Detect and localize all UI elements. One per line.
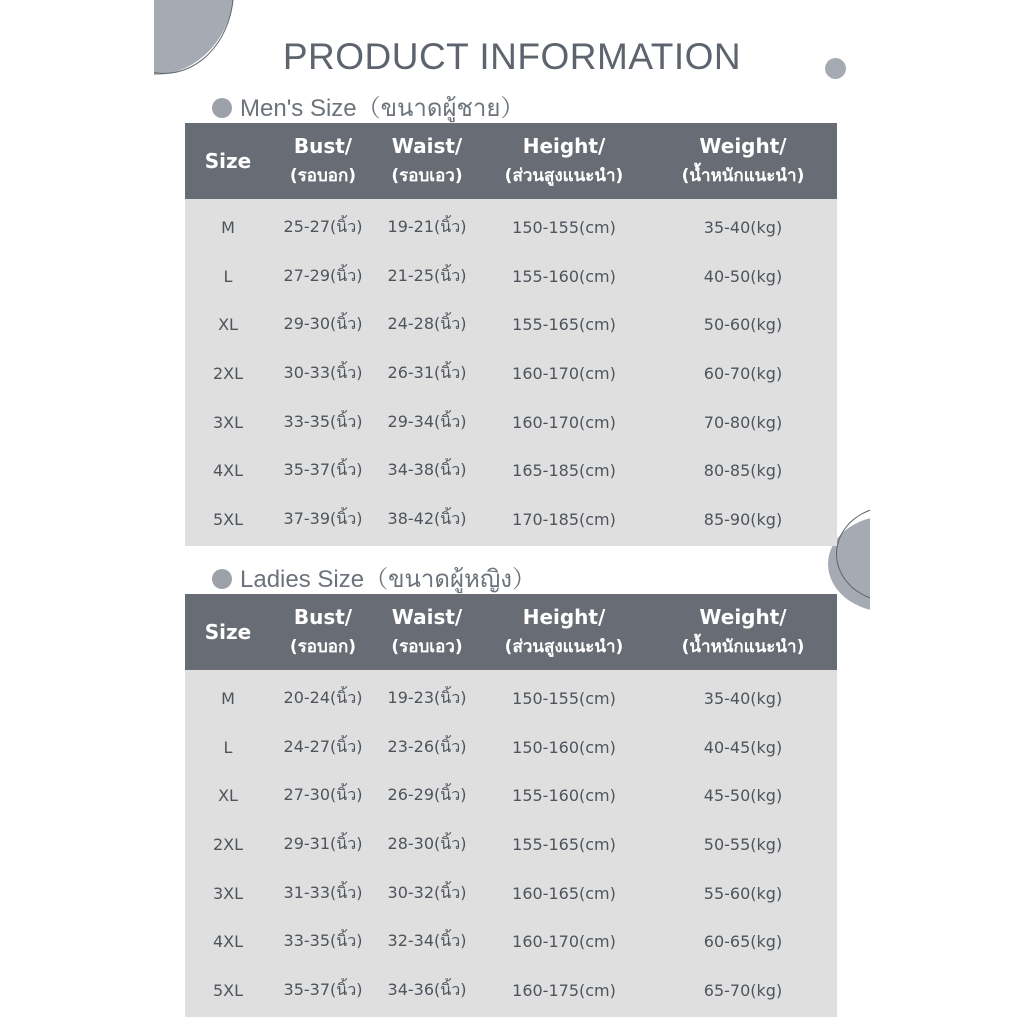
table-row bbox=[185, 723, 837, 772]
cell-weight: 35-40(kg) bbox=[703, 217, 783, 237]
cell-weight: 50-55(kg) bbox=[703, 834, 783, 854]
table-header bbox=[185, 594, 837, 670]
cell-waist: 21-25(นิ้ว) bbox=[387, 265, 467, 285]
table-row bbox=[185, 495, 837, 544]
cell-bust: 37-39(นิ้ว) bbox=[283, 508, 363, 528]
cell-bust: 27-30(นิ้ว) bbox=[283, 785, 363, 805]
table-row bbox=[185, 771, 837, 820]
table-row bbox=[185, 446, 837, 495]
cell-size: L bbox=[223, 737, 233, 757]
cell-weight: 60-70(kg) bbox=[703, 363, 783, 383]
header-bust-th: (รอบอก) bbox=[289, 166, 357, 186]
table-row bbox=[185, 966, 837, 1015]
header-waist: Waist/ bbox=[391, 605, 463, 629]
table-row bbox=[185, 252, 837, 301]
cell-size: XL bbox=[218, 786, 238, 806]
cell-waist: 26-31(นิ้ว) bbox=[387, 362, 467, 382]
cell-height: 150-155(cm) bbox=[512, 688, 616, 708]
cell-height: 150-160(cm) bbox=[512, 737, 616, 757]
header-height: Height/ bbox=[522, 605, 606, 629]
cell-weight: 35-40(kg) bbox=[703, 688, 783, 708]
cell-bust: 29-30(นิ้ว) bbox=[283, 314, 363, 334]
table-row bbox=[185, 300, 837, 349]
cell-size: M bbox=[221, 688, 235, 708]
cell-height: 160-175(cm) bbox=[512, 980, 616, 1000]
cell-height: 170-185(cm) bbox=[512, 509, 616, 529]
cell-height: 160-170(cm) bbox=[512, 932, 616, 952]
ladies-size-heading bbox=[212, 559, 536, 598]
cell-weight: 40-45(kg) bbox=[703, 737, 783, 757]
cell-bust: 25-27(นิ้ว) bbox=[283, 216, 363, 236]
cell-waist: 29-34(นิ้ว) bbox=[387, 411, 467, 431]
header-bust-th: (รอบอก) bbox=[289, 637, 357, 657]
header-bust: Bust/ bbox=[293, 605, 353, 629]
header-height: Height/ bbox=[522, 134, 606, 158]
table-row bbox=[185, 203, 837, 252]
table-row bbox=[185, 820, 837, 869]
cell-size: 2XL bbox=[212, 834, 244, 854]
cell-bust: 30-33(นิ้ว) bbox=[283, 362, 363, 382]
men-size-label: Men's Size（ขนาดผู้ชาย） bbox=[240, 95, 525, 122]
cell-height: 150-155(cm) bbox=[512, 217, 616, 237]
cell-weight: 60-65(kg) bbox=[703, 932, 783, 952]
header-weight-th: (น้ำหนักแนะนำ) bbox=[681, 166, 805, 186]
men-size-heading bbox=[212, 88, 524, 127]
cell-weight: 65-70(kg) bbox=[703, 980, 783, 1000]
cell-waist: 19-21(นิ้ว) bbox=[387, 216, 467, 236]
bullet-dot-icon bbox=[212, 569, 232, 589]
cell-waist: 28-30(นิ้ว) bbox=[387, 833, 467, 853]
cell-bust: 33-35(นิ้ว) bbox=[283, 411, 363, 431]
cell-height: 155-165(cm) bbox=[512, 315, 616, 335]
cell-waist: 34-36(นิ้ว) bbox=[387, 979, 467, 999]
cell-weight: 50-60(kg) bbox=[703, 315, 783, 335]
header-height-th: (ส่วนสูงแนะนำ) bbox=[504, 166, 624, 186]
cell-height: 155-160(cm) bbox=[512, 266, 616, 286]
cell-size: 3XL bbox=[212, 883, 244, 903]
cell-bust: 35-37(นิ้ว) bbox=[283, 979, 363, 999]
cell-size: L bbox=[223, 266, 233, 286]
cell-waist: 24-28(นิ้ว) bbox=[387, 314, 467, 334]
cell-waist: 30-32(นิ้ว) bbox=[387, 882, 467, 902]
cell-size: 4XL bbox=[212, 461, 244, 481]
cell-waist: 32-34(นิ้ว) bbox=[387, 931, 467, 951]
header-weight: Weight/ bbox=[699, 605, 787, 629]
table-row bbox=[185, 398, 837, 447]
cell-bust: 29-31(นิ้ว) bbox=[283, 833, 363, 853]
men-size-table bbox=[185, 123, 837, 546]
cell-waist: 23-26(นิ้ว) bbox=[387, 736, 467, 756]
table-body bbox=[185, 199, 837, 546]
cell-height: 160-170(cm) bbox=[512, 363, 616, 383]
cell-waist: 38-42(นิ้ว) bbox=[387, 508, 467, 528]
cell-weight: 85-90(kg) bbox=[703, 509, 783, 529]
header-weight: Weight/ bbox=[699, 134, 787, 158]
cell-height: 155-165(cm) bbox=[512, 834, 616, 854]
cell-weight: 80-85(kg) bbox=[703, 461, 783, 481]
cell-bust: 20-24(นิ้ว) bbox=[283, 687, 363, 707]
cell-size: 4XL bbox=[212, 932, 244, 952]
cell-size: XL bbox=[218, 315, 238, 335]
cell-bust: 35-37(นิ้ว) bbox=[283, 460, 363, 480]
ladies-size-label: Ladies Size（ขนาดผู้หญิง） bbox=[240, 566, 537, 593]
cell-height: 160-165(cm) bbox=[512, 883, 616, 903]
cell-size: 2XL bbox=[212, 363, 244, 383]
table-row bbox=[185, 674, 837, 723]
header-bust: Bust/ bbox=[293, 134, 353, 158]
header-size: Size bbox=[204, 149, 252, 173]
table-body bbox=[185, 670, 837, 1017]
cell-height: 160-170(cm) bbox=[512, 412, 616, 432]
cell-bust: 27-29(นิ้ว) bbox=[283, 265, 363, 285]
cell-size: 5XL bbox=[212, 980, 244, 1000]
header-waist-th: (รอบเอว) bbox=[391, 637, 463, 657]
cell-waist: 26-29(นิ้ว) bbox=[387, 785, 467, 805]
ladies-size-table bbox=[185, 594, 837, 1017]
table-row bbox=[185, 869, 837, 918]
cell-height: 165-185(cm) bbox=[512, 461, 616, 481]
cell-waist: 19-23(นิ้ว) bbox=[387, 687, 467, 707]
header-waist-th: (รอบเอว) bbox=[391, 166, 463, 186]
cell-bust: 31-33(นิ้ว) bbox=[283, 882, 363, 902]
cell-size: 5XL bbox=[212, 509, 244, 529]
table-header bbox=[185, 123, 837, 199]
cell-waist: 34-38(นิ้ว) bbox=[387, 460, 467, 480]
header-height-th: (ส่วนสูงแนะนำ) bbox=[504, 637, 624, 657]
cell-weight: 55-60(kg) bbox=[703, 883, 783, 903]
cell-bust: 24-27(นิ้ว) bbox=[283, 736, 363, 756]
table-row bbox=[185, 349, 837, 398]
cell-weight: 40-50(kg) bbox=[703, 266, 783, 286]
header-size: Size bbox=[204, 620, 252, 644]
page-title: PRODUCT INFORMATION bbox=[282, 36, 742, 77]
cell-size: 3XL bbox=[212, 412, 244, 432]
bullet-dot-icon bbox=[212, 98, 232, 118]
cell-bust: 33-35(นิ้ว) bbox=[283, 931, 363, 951]
header-weight-th: (น้ำหนักแนะนำ) bbox=[681, 637, 805, 657]
cell-weight: 70-80(kg) bbox=[703, 412, 783, 432]
table-row bbox=[185, 917, 837, 966]
cell-weight: 45-50(kg) bbox=[703, 786, 783, 806]
header-waist: Waist/ bbox=[391, 134, 463, 158]
cell-size: M bbox=[221, 217, 235, 237]
cell-height: 155-160(cm) bbox=[512, 786, 616, 806]
